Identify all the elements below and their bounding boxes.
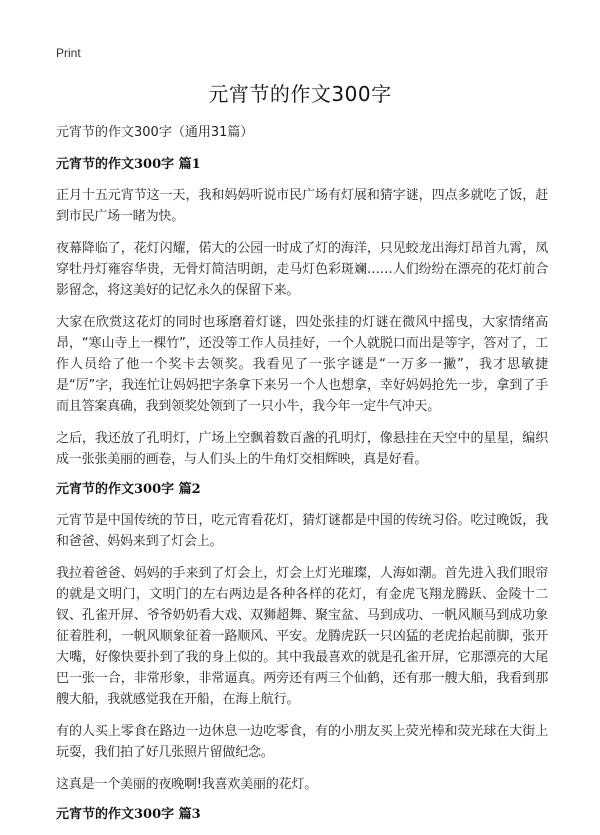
paragraph: 夜幕降临了，花灯闪耀，偌大的公园一时成了灯的海洋，只见蛟龙出海灯昂首九霄，凤穿牡丹灯雍容华贵，无骨灯简洁明朗，走马灯色彩斑斓……人们纷纷在漂亮的花灯前合影留念，将这美好的记忆永久的保留下来。: [56, 241, 548, 298]
section-heading: 元宵节的作文300字 篇3: [56, 807, 201, 822]
section-1: [56, 156, 548, 470]
paragraph: 正月十五元宵节这一天，我和妈妈听说市民广场有灯展和猜字谜，四点多就吃了饭，赶到市民广场一睹为快。: [56, 188, 548, 224]
section-heading: 元宵节的作文300字 篇1: [56, 157, 201, 172]
paragraph: 我拉着爸爸、妈妈的手来到了灯会上，灯会上灯光璀璨，人海如潮。首先进入我们眼帘的就是文明门，文明门的左右两边是各种各样的花灯，有金虎飞翔龙腾跃、金陵十二钗、孔雀开屏、爷爷奶奶看大戏、双狮超舞、聚宝盆、马到成功、一帆风顺马到成功象征着胜利，一帆风顺象征着一路顺风、平安。龙腾虎跃一只凶猛的老虎抬起前脚，张开大嘴，好像快要扑到了我的身上似的。其中我最喜欢的就是孔雀开屏，它那漂亮的大尾巴一张一合，非常形象，非常逼真。两旁还有两三个仙鹤，还有那一艘大船，我看到那艘大船，我就感觉我在开船，在海上航行。: [56, 566, 548, 707]
paragraph: 这真是一个美丽的夜晚啊!我喜欢美丽的花灯。: [56, 777, 318, 792]
page-title: 元宵节的作文300字: [208, 82, 392, 106]
paragraph: 有的人买上零食在路边一边休息一边吃零食，有的小朋友买上荧光棒和荧光球在大街上玩耍，我们拍了好几张照片留做纪念。: [56, 724, 548, 760]
section-heading: 元宵节的作文300字 篇2: [56, 482, 201, 497]
paragraph: 元宵节是中国传统的节日，吃元宵看花灯，猜灯谜都是中国的传统习俗。吃过晚饭，我和爸爸、妈妈来到了灯会上。: [56, 513, 548, 549]
article-body: [56, 124, 548, 835]
print-link[interactable]: Print: [56, 46, 81, 60]
article-subtitle: 元宵节的作文300字（通用31篇）: [56, 125, 254, 140]
section-3: [56, 806, 548, 824]
section-2: [56, 481, 548, 795]
paragraph: 大家在欣赏这花灯的同时也琢磨着灯谜，四处张挂的灯谜在微风中摇曳，大家情绪高昂，“寒山寺上一棵竹”，还没等工作人员挂好，一个人就脱口而出是等字，答对了，工作人员给了他一个奖卡去领奖。我看见了一张字谜是“一万多一撇”，我才思敏捷是“厉”字，我连忙让妈妈把字条拿下来另一个人也想拿，幸好妈妈抢先一步，拿到了手而且答案真确，我到领奖处领到了一只小牛，我今年一定牛气冲天。: [56, 315, 548, 414]
paragraph: 之后，我还放了孔明灯，广场上空飘着数百盏的孔明灯，像悬挂在天空中的星星，编织成一张张美丽的画卷，与人们头上的牛角灯交相辉映，真是好看。: [56, 431, 548, 467]
